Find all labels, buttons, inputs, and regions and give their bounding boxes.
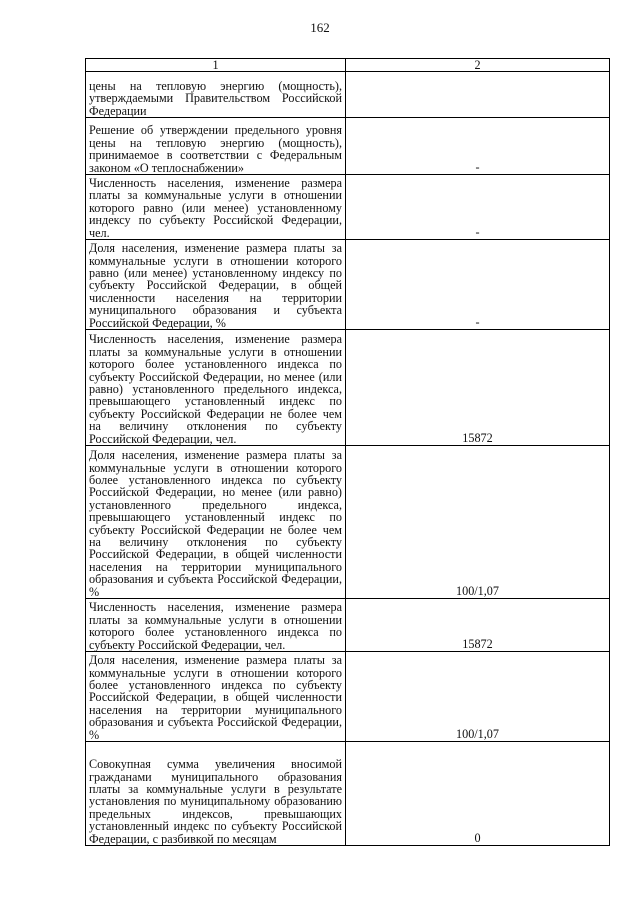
row-value: 15872 xyxy=(346,330,610,446)
row-value: - xyxy=(346,240,610,330)
row-value: 0 xyxy=(346,742,610,846)
row-value: - xyxy=(346,118,610,175)
row-value xyxy=(346,72,610,118)
table-header-row xyxy=(86,59,610,72)
row-description: Численность населения, изменение размера платы за коммунальные услуги в отношении которого более установленного индекса по субъекту Российской Федерации, но менее (или равно) установленного предельного индекса, превышающего установленный индекс по субъекту Российской Федерации не более чем на величину отклонения по субъекту Российской Федерации, чел. xyxy=(86,330,346,446)
table-row xyxy=(86,652,610,742)
column-header-2: 2 xyxy=(346,59,610,72)
table-row xyxy=(86,240,610,330)
row-value: 100/1,07 xyxy=(346,652,610,742)
row-value: 100/1,07 xyxy=(346,446,610,599)
table-row xyxy=(86,175,610,240)
table-row xyxy=(86,742,610,846)
page-number: 162 xyxy=(310,20,330,35)
table-row xyxy=(86,446,610,599)
table-row xyxy=(86,118,610,175)
table-row xyxy=(86,599,610,652)
row-description: Решение об утверждении предельного уровня цены на тепловую энергию (мощность), принимаемое в соответствии с Федеральным законом «О теплоснабжении» xyxy=(86,118,346,175)
row-description: цены на тепловую энергию (мощность), утверждаемыми Правительством Российской Федерации xyxy=(86,72,346,118)
table-row xyxy=(86,72,610,118)
row-description: Численность населения, изменение размера платы за коммунальные услуги в отношении которого равно (или менее) установленному индексу по субъекту Российской Федерации, чел. xyxy=(86,175,346,240)
table-row xyxy=(86,330,610,446)
row-value: 15872 xyxy=(346,599,610,652)
data-table xyxy=(85,58,610,846)
row-description: Доля населения, изменение размера платы за коммунальные услуги в отношении которого более установленного индекса по субъекту Российской Федерации, в общей численности населения на территории муниципального образования и субъекта Российской Федерации, % xyxy=(86,652,346,742)
row-description: Доля населения, изменение размера платы за коммунальные услуги в отношении которого равно (или менее) установленному индексу по субъекту Российской Федерации, в общей численности населения на территории муниципального образования и субъекта Российской Федерации, % xyxy=(86,240,346,330)
row-description: Доля населения, изменение размера платы за коммунальные услуги в отношении которого более установленного индекса по субъекту Российской Федерации, но менее (или равно) установленного предельного индекса, превышающего установленный индекс по субъекту Российской Федерации не более чем на величину отклонения по субъекту Российской Федерации, в общей численности населения на территории муниципального образования и субъекта Российской Федерации, % xyxy=(86,446,346,599)
row-description: Численность населения, изменение размера платы за коммунальные услуги в отношении которого более установленного индекса по субъекту Российской Федерации, чел. xyxy=(86,599,346,652)
row-value: - xyxy=(346,175,610,240)
row-description: Совокупная сумма увеличения вносимой гражданами муниципального образования платы за коммунальные услуги в результате установления по муниципальному образованию предельных индексов, превышающих установленный индекс по субъекту Российской Федерации, с разбивкой по месяцам xyxy=(86,742,346,846)
column-header-1: 1 xyxy=(86,59,346,72)
